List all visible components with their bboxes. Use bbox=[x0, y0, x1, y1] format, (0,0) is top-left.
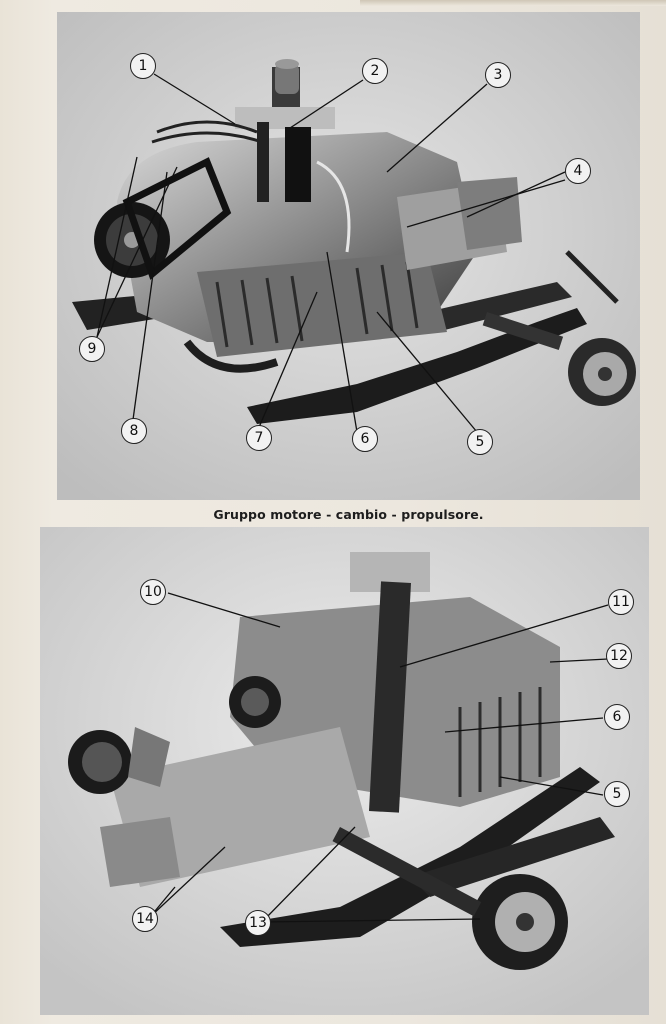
callout-9: 9 bbox=[79, 336, 105, 362]
callout-14: 14 bbox=[132, 906, 158, 932]
callout-8: 8 bbox=[121, 418, 147, 444]
callout-1: 1 bbox=[130, 53, 156, 79]
callout-5-lower: 5 bbox=[604, 781, 630, 807]
figure-caption: Gruppo motore - cambio - propulsore. bbox=[213, 507, 484, 522]
page-shadow bbox=[360, 0, 666, 6]
callout-6-lower: 6 bbox=[604, 704, 630, 730]
engine-photo-bottom bbox=[40, 527, 649, 1015]
callout-7: 7 bbox=[246, 425, 272, 451]
callout-10: 10 bbox=[140, 579, 166, 605]
callout-4: 4 bbox=[565, 158, 591, 184]
callout-5: 5 bbox=[467, 429, 493, 455]
engine-illustration-bottom bbox=[40, 527, 649, 1015]
callout-6: 6 bbox=[352, 426, 378, 452]
callout-11: 11 bbox=[608, 589, 634, 615]
callout-12: 12 bbox=[606, 643, 632, 669]
callout-13: 13 bbox=[245, 910, 271, 936]
engine-photo-top bbox=[57, 12, 640, 500]
callout-3: 3 bbox=[485, 62, 511, 88]
callout-2: 2 bbox=[362, 58, 388, 84]
